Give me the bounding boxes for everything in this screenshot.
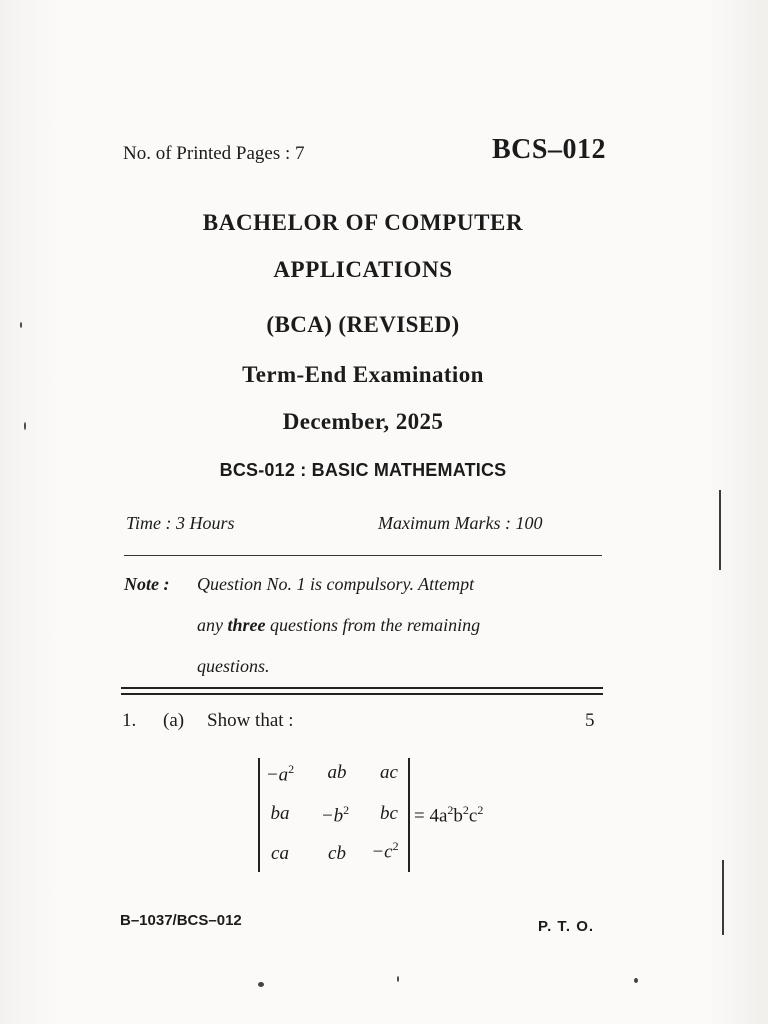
exam-date-title: December, 2025 — [282, 409, 444, 434]
det-cell-r2c1: ba — [270, 803, 290, 824]
programme-title-line-3: (BCA) (REVISED) — [266, 312, 460, 337]
det-cell-r2c3: bc — [380, 803, 398, 824]
det-cell-r1c1: $-a^2$ — [265, 762, 295, 786]
footer-pto: P. T. O. — [538, 918, 595, 935]
printed-pages-count: No. of Printed Pages : 7 — [123, 143, 305, 164]
question-part: (a) — [163, 710, 185, 731]
note-line-2-post: questions from the remaining — [265, 615, 481, 635]
det-cell-r3c2: cb — [328, 843, 346, 864]
programme-title-line-1: BACHELOR OF COMPUTER — [202, 210, 524, 235]
course-title: BCS-012 : BASIC MATHEMATICS — [219, 460, 507, 480]
scan-speck — [20, 322, 22, 328]
scan-edge-mark — [722, 860, 724, 935]
det-cell-r2c2: $-b^2$ — [320, 803, 350, 827]
question-number: 1. — [122, 710, 137, 731]
question-text: Show that : — [207, 710, 294, 731]
maximum-marks: Maximum Marks : 100 — [378, 513, 543, 533]
question-marks: 5 — [585, 710, 595, 731]
det-cell-r3c3: $-c^2$ — [371, 839, 399, 863]
divider-line — [124, 555, 602, 556]
double-divider-line — [121, 687, 603, 695]
note-line-3: questions. — [197, 656, 270, 676]
det-cell-r1c2: ab — [327, 762, 347, 783]
det-cell-r1c3: ac — [380, 762, 398, 783]
exam-type-title: Term-End Examination — [242, 362, 484, 387]
note-line-1: Question No. 1 is compulsory. Attempt — [197, 574, 475, 594]
scan-speck — [258, 982, 264, 987]
programme-title-line-2: APPLICATIONS — [273, 257, 453, 282]
scan-edge-mark — [719, 490, 721, 570]
note-line-2-bold: three — [227, 615, 266, 635]
footer-paper-code: B–1037/BCS–012 — [120, 912, 242, 929]
note-line-2-pre: any — [197, 615, 228, 635]
scan-speck — [397, 976, 399, 982]
course-code-header: BCS–012 — [492, 134, 606, 165]
note-line-2 — [197, 605, 480, 646]
determinant-result: = $4a^2b^2c^2$ — [414, 803, 484, 827]
exam-time: Time : 3 Hours — [126, 513, 235, 533]
scan-speck — [24, 422, 26, 430]
scan-speck — [634, 978, 638, 983]
note-block — [124, 564, 604, 694]
det-cell-r3c1: ca — [271, 843, 289, 864]
note-label: Note : — [124, 574, 170, 594]
